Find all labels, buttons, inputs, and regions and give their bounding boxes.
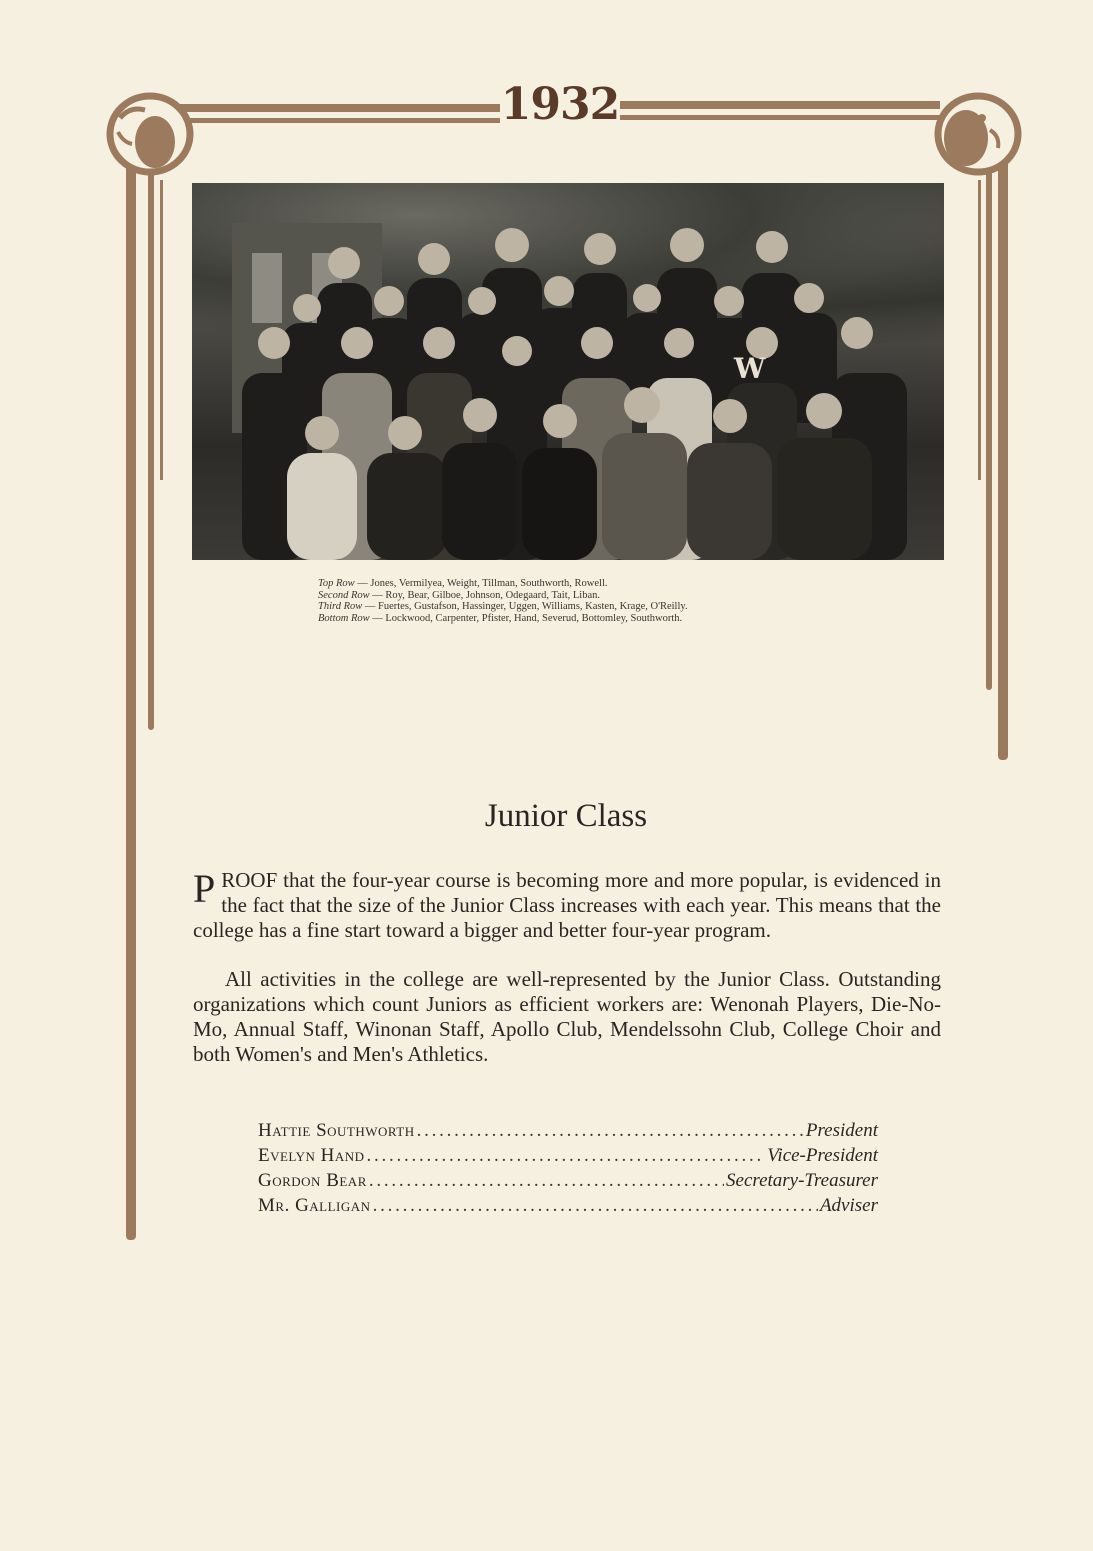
- caption-row-top: Top Row — Jones, Vermilyea, Weight, Tillman, Southworth, Rowell.: [318, 578, 608, 589]
- group-photo: [192, 183, 944, 560]
- paragraph-intro: PROOF that the four-year course is becoming more and more popular, is evidenced in the fact that the size of the Junior Class increases with each year. This means that the college has a fine start toward a bigger and better four-year program.: [193, 866, 941, 942]
- officer-name: Hattie Southworth: [258, 1120, 415, 1141]
- officer-title: Secretary-Treasurer: [726, 1170, 878, 1191]
- drop-cap: P: [193, 866, 216, 911]
- officer-name: Mr. Galligan: [258, 1195, 371, 1216]
- officer-name: Gordon Bear: [258, 1170, 367, 1191]
- page-year: 1932: [500, 79, 620, 130]
- leader-dots: [367, 1143, 766, 1168]
- leader-dots: [373, 1193, 818, 1218]
- officer-title: President: [805, 1120, 878, 1141]
- officers-list: [258, 1118, 878, 1218]
- officer-row: [258, 1118, 878, 1143]
- caption-row-bottom: Bottom Row — Lockwood, Carpenter, Pfister, Hand, Severud, Bottomley, Southworth.: [318, 612, 683, 624]
- officer-title: Adviser: [819, 1195, 878, 1216]
- leader-dots: [417, 1118, 804, 1143]
- caption-row-second: Second Row — Roy, Bear, Gilboe, Johnson, Odegaard, Tait, Liban.: [318, 589, 601, 601]
- left-medallion-icon: [110, 96, 190, 172]
- officer-title: Vice-President: [767, 1145, 878, 1166]
- officer-name: Evelyn Hand: [258, 1145, 365, 1166]
- officer-row: [258, 1143, 878, 1168]
- photo-people: [192, 183, 944, 560]
- photo-caption: [318, 578, 838, 624]
- officer-row: [258, 1193, 878, 1218]
- page-title: Junior Class: [484, 798, 648, 834]
- leader-dots: [369, 1168, 724, 1193]
- right-medallion-icon: [938, 96, 1018, 172]
- caption-row-third: Third Row — Fuertes, Gustafson, Hassinger, Uggen, Williams, Kasten, Krage, O'Reilly.: [318, 601, 688, 612]
- officer-row: [258, 1168, 878, 1193]
- paragraph-activities: All activities in the college are well-represented by the Junior Class. Outstanding organizations which count Juniors as efficient workers are: Wenonah Players, Die-No-Mo, Annual Staff, Winonan Staff, Apollo Club, Mendelssohn Club, College Choir and both Women's and Men's Athletics.: [193, 967, 941, 1066]
- svg-text:W: W: [734, 352, 766, 385]
